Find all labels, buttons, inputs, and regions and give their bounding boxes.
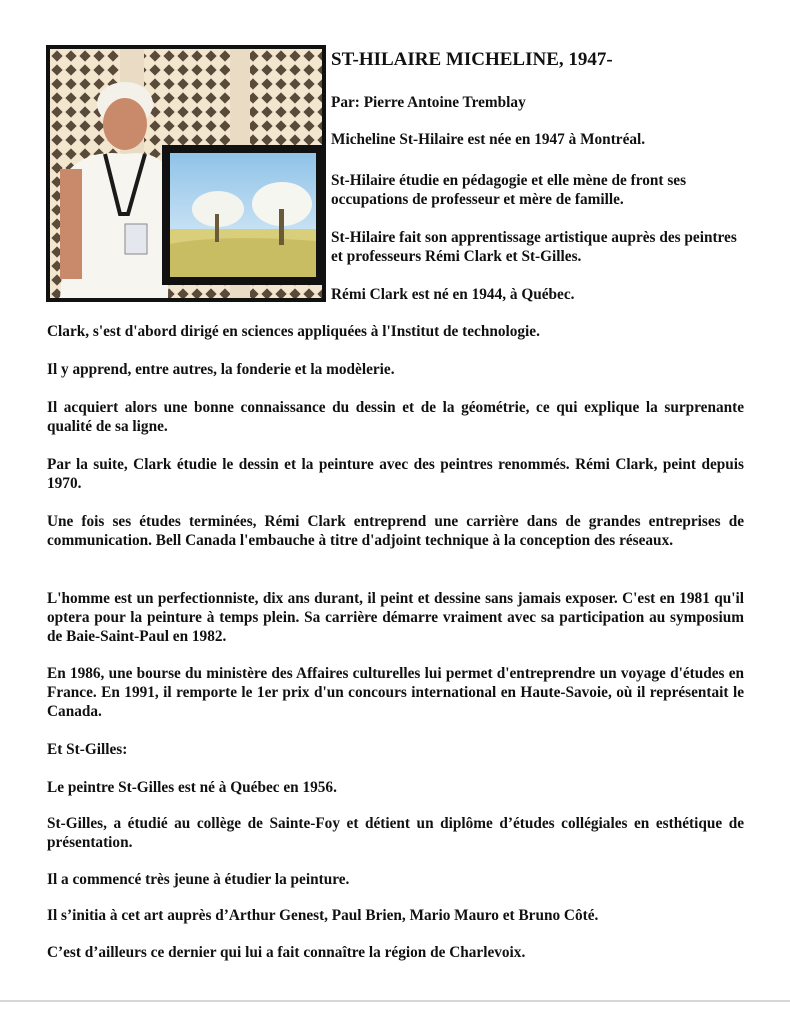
intro-paragraph: Rémi Clark est né en 1944, à Québec. <box>331 286 575 303</box>
artist-photo <box>46 45 326 302</box>
body-paragraph: St-Gilles, a étudié au collège de Sainte-Foy et détient un diplôme d’études collégiales en esthétique de présentation. <box>47 815 744 851</box>
body-paragraph: Il a commencé très jeune à étudier la peinture. <box>47 871 350 888</box>
page-title: ST-HILAIRE MICHELINE, 1947- <box>331 49 613 70</box>
header-block <box>331 48 741 72</box>
intro-paragraph: Micheline St-Hilaire est née en 1947 à Montréal. <box>331 131 646 148</box>
body-paragraph: Une fois ses études terminées, Rémi Clark entreprend une carrière dans de grandes entreprises de communication. Bell Canada l'embauche à titre d'adjoint technique à la conception des réseaux. <box>47 513 744 549</box>
body-paragraph: L'homme est un perfectionniste, dix ans durant, il peint et dessine sans jamais exposer. C'est en 1981 qu'il optera pour la peinture à temps plein. Sa carrière démarre vraiment avec sa participation au symposium de Baie-Saint-Paul en 1982. <box>47 590 744 645</box>
body-paragraph: C’est d’ailleurs ce dernier qui lui a fait connaître la région de Charlevoix. <box>47 944 526 961</box>
body-paragraph: En 1986, une bourse du ministère des Affaires culturelles lui permet d'entreprendre un voyage d'études en France. En 1991, il remporte le 1er prix d'un concours international en Haute-Savoie, où il représentait le Canada. <box>47 665 744 720</box>
section-heading: Et St-Gilles: <box>47 741 128 758</box>
body-paragraph: Clark, s'est d'abord dirigé en sciences appliquées à l'Institut de technologie. <box>47 323 540 340</box>
body-paragraph: Il acquiert alors une bonne connaissance du dessin et de la géométrie, ce qui explique la surprenante qualité de sa ligne. <box>47 399 744 435</box>
body-paragraph: Il s’initia à cet art auprès d’Arthur Genest, Paul Brien, Mario Mauro et Bruno Côté. <box>47 907 599 924</box>
intro-paragraph: St-Hilaire étudie en pédagogie et elle mène de front ses occupations de professeur et mère de famille. <box>331 172 687 208</box>
body-paragraph: Le peintre St-Gilles est né à Québec en 1956. <box>47 779 337 796</box>
author-line: Par: Pierre Antoine Tremblay <box>331 94 526 111</box>
page-bottom-edge <box>0 1000 790 1002</box>
intro-paragraph: St-Hilaire fait son apprentissage artistique auprès des peintres et professeurs Rémi Clark et St-Gilles. <box>331 229 737 265</box>
photo-illustration <box>50 49 322 298</box>
body-paragraph: Il y apprend, entre autres, la fonderie et la modèlerie. <box>47 361 395 378</box>
body-paragraph: Par la suite, Clark étudie le dessin et la peinture avec des peintres renommés. Rémi Clark, peint depuis 1970. <box>47 456 744 492</box>
